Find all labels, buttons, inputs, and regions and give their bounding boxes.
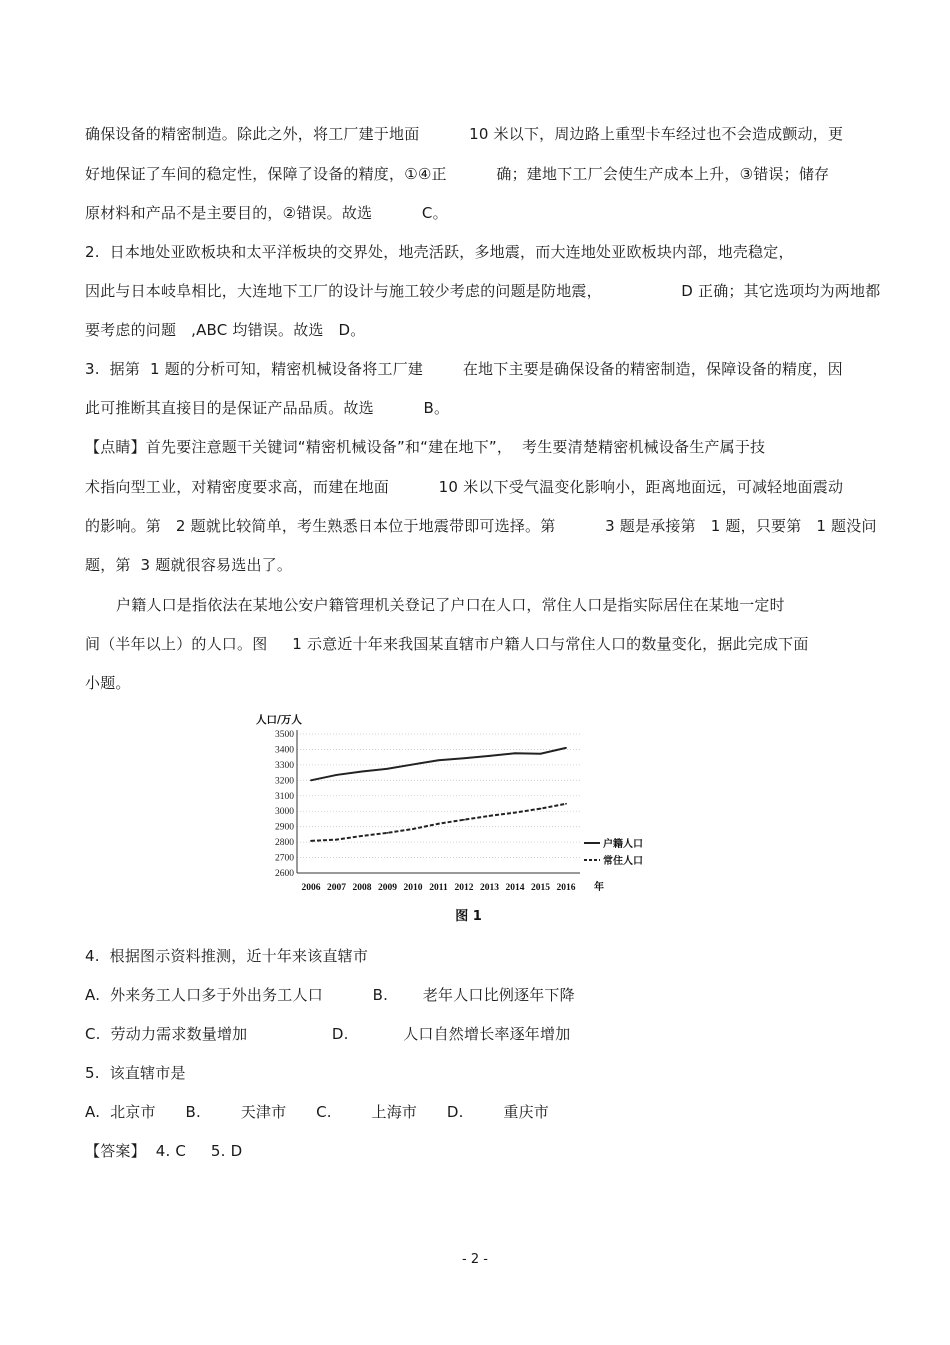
y-tick-label: 2600 [275,869,294,879]
y-tick-label: 3200 [275,776,294,787]
chart-caption: 图 1 [455,909,482,924]
series-line-1 [311,748,566,780]
data-point [540,753,542,755]
intro-line: 间（半年以上）的人口。图 1 示意近十年来我国某直辖市户籍人口与常住人口的数量变化，据此完成下面 [85,635,809,653]
x-tick-label: 2013 [480,883,499,893]
data-point [565,803,567,805]
y-tick-label: 3500 [275,730,294,740]
data-point [336,774,338,776]
x-tick-label: 2009 [378,883,397,893]
data-point [412,764,414,766]
intro-line: 户籍人口是指依法在某地公安户籍管理机关登记了户口在人口，常住人口是指实际居住在某地一定时 [116,596,785,614]
legend-label: 户籍人口 [603,839,643,850]
x-tick-label: 2010 [403,883,423,893]
data-point [412,828,414,830]
y-tick-label: 3400 [275,745,294,756]
x-tick-label: 2011 [429,883,448,893]
x-tick-label: 2006 [301,883,321,893]
option-line: A. 外来务工人口多于外出务工人口 B. 老年人口比例逐年下降 [85,986,575,1004]
text-line: 题，第 3 题就很容易选出了。 [85,556,293,574]
intro-line: 小题。 [85,674,131,692]
y-tick-label: 3300 [275,760,294,771]
x-tick-label: 2007 [327,883,346,893]
data-point [489,815,491,817]
data-point [540,808,542,810]
data-point [387,768,389,770]
data-point [336,839,338,841]
data-point [565,747,567,749]
population-chart [250,708,643,926]
text-line: 确保设备的精密制造。除此之外，将工厂建于地面 10 米以下，周边路上重型卡车经过也不会造成颤动，更 [85,125,844,143]
data-point [438,823,440,825]
series-line-2 [311,804,566,841]
data-point [514,812,516,814]
text-line: 2. 日本地处亚欧板块和太平洋板块的交界处，地壳活跃，多地震，而大连地处亚欧板块内部，地壳稳定， [85,243,794,261]
text-line: 的影响。第 2 题就比较简单，考生熟悉日本位于地震带即可选择。第 3 题是承接第 1 题，只要第 1 题没问 [85,517,877,535]
page-number: - 2 - [462,1252,488,1267]
y-tick-label: 2700 [275,853,294,864]
option-line: A. 北京市 B. 天津市 C. 上海市 D. 重庆市 [85,1103,549,1121]
y-tick-label: 3100 [275,791,294,802]
y-tick-label: 3000 [275,807,294,818]
data-point [438,759,440,761]
x-tick-label: 2012 [454,883,474,893]
y-tick-label: 2900 [275,822,294,833]
text-line: 【点睛】首先要注意题干关键词“精密机械设备”和“建在地下”， 考生要清楚精密机械设备生产属于技 [85,438,766,456]
text-line: 原材料和产品不是主要目的，②错误。故选 C。 [85,204,448,222]
text-line: 要考虑的问题 ,ABC 均错误。故选 D。 [85,321,366,339]
data-point [310,840,312,842]
data-point [463,757,465,759]
x-tick-label: 2016 [556,883,576,893]
legend-label: 常住人口 [603,856,643,867]
text-line: 好地保证了车间的稳定性，保障了设备的精度，①④正 确；建地下工厂会使生产成本上升，③错误；储存 [85,165,830,183]
data-point [463,819,465,821]
text-line: 3. 据第 1 题的分析可知，精密机械设备将工厂建 在地下主要是确保设备的精密制造，保障设备的精度，因 [85,360,843,378]
question-line: 5. 该直辖市是 [85,1064,186,1082]
x-tick-label: 2014 [505,883,525,893]
data-point [387,832,389,834]
data-point [361,771,363,773]
chart-svg [250,708,643,926]
text-line: 此可推断其直接目的是保证产品品质。故选 B。 [85,399,450,417]
data-point [514,752,516,754]
x-tick-label: 2015 [531,883,550,893]
text-line: 因此与日本岐阜相比，大连地下工厂的设计与施工较少考虑的问题是防地震， D 正确；其它选项均为两地都 [85,282,881,300]
question-line: 4. 根据图示资料推测，近十年来该直辖市 [85,947,369,965]
option-line: C. 劳动力需求数量增加 D. 人口自然增长率逐年增加 [85,1025,571,1043]
text-line: 术指向型工业，对精密度要求高，而建在地面 10 米以下受气温变化影响小，距离地面远，可减轻地面震动 [85,478,844,496]
data-point [361,835,363,837]
data-point [310,779,312,781]
y-axis-label: 人口/万人 [256,714,302,726]
answer-line: 【答案】 4. C 5. D [85,1142,243,1160]
y-tick-label: 2800 [275,838,294,849]
x-tick-label: 2008 [352,883,372,893]
x-axis-label: 年 [594,882,604,893]
data-point [489,755,491,757]
